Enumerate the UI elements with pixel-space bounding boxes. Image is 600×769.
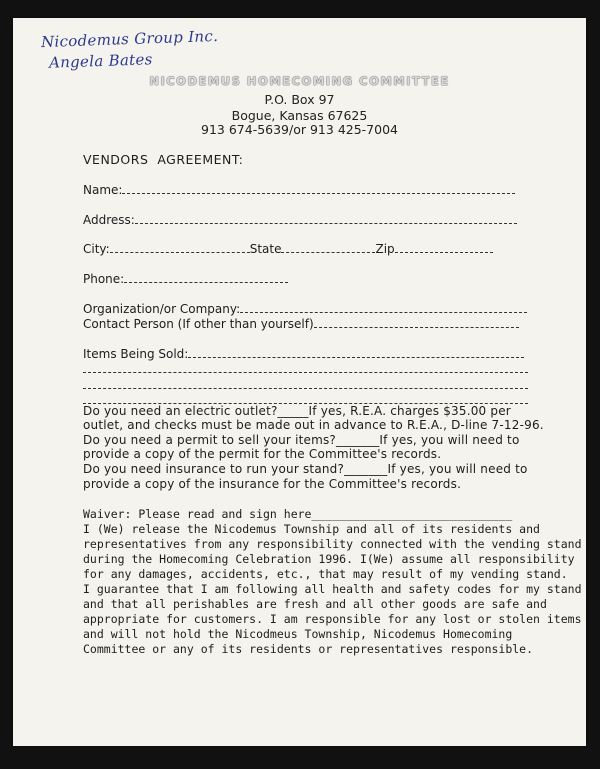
handwritten-org-note: Nicodemus Group Inc. [40,26,219,52]
question-line: Do you need insurance to run your stand?_______If yes, you will need to [83,462,528,476]
waiver-line: I (We) release the Nicodemus Township and all of its residents and [83,522,540,536]
organization-label: Organization/or Company: [83,302,241,316]
name-line [122,182,515,194]
address-label: Address: [83,213,135,227]
po-box: P.O. Box 97 [264,92,335,107]
organization-line [240,301,527,313]
zip-label: Zip [375,242,395,256]
zip-line [395,241,493,253]
address-field [83,212,517,227]
items-sold-label: Items Being Sold: [83,347,189,361]
address-line [135,212,517,224]
waiver-line: during the Homecoming Celebration 1996. I(We) assume all responsibility [83,552,575,566]
phone-field [83,271,288,286]
question-line: provide a copy of the insurance for the Committee's records. [83,477,462,491]
items-sold-extra-line-2 [83,377,528,392]
phone-numbers: 913 674-5639/or 913 425-7004 [201,122,398,137]
name-label: Name: [83,183,123,197]
city-label: City: [83,242,110,256]
contact-person-line [314,316,519,328]
city-state: Bogue, Kansas 67625 [231,108,368,123]
form-title: VENDORS AGREEMENT: [83,152,244,167]
waiver-line: for any damages, accidents, etc., that may result of my vending stand. [83,567,568,581]
waiver-line: representatives from any responsibility connected with the vending stand [83,537,582,551]
question-line: outlet, and checks must be made out in advance to R.E.A., D-line 7-12-96. [83,418,544,432]
phone-line [124,271,288,283]
waiver-line: Committee or any of its residents or representatives responsible. [83,642,534,656]
question-line: provide a copy of the permit for the Committee's records. [83,447,442,461]
waiver-line: and that all perishables are fresh and all other goods are safe and [83,597,547,611]
items-sold-extra-line-1 [83,361,528,376]
question-line: Do you need an electric outlet?_____If yes, R.E.A. charges $35.00 per [83,404,511,418]
contact-person-field [83,316,519,331]
waiver-line: I guarantee that I am following all health and safety codes for my stand [83,582,582,596]
waiver-line: and will not hold the Nicodmeus Township, Nicodemus Homecoming [83,627,513,641]
organization-field [83,301,527,316]
city-state-zip-field [83,241,493,256]
handwritten-name-note: Angela Bates [48,50,153,72]
document-page [13,18,586,746]
question-line: Do you need a permit to sell your items?_______If yes, you will need to [83,433,520,447]
committee-name: NICODEMUS HOMECOMING COMMITTEE [149,74,450,88]
contact-person-label: Contact Person (If other than yourself) [83,317,314,331]
items-sold-field [83,346,524,361]
waiver-line: appropriate for customers. I am responsible for any lost or stolen items [83,612,582,626]
name-field [83,182,515,197]
state-label: State [249,242,282,256]
items-sold-line [188,346,524,358]
waiver-signature-line: Waiver: Please read and sign here_____________________________ [83,507,513,521]
state-line [281,241,375,253]
city-line [110,241,250,253]
phone-label: Phone: [83,272,125,286]
